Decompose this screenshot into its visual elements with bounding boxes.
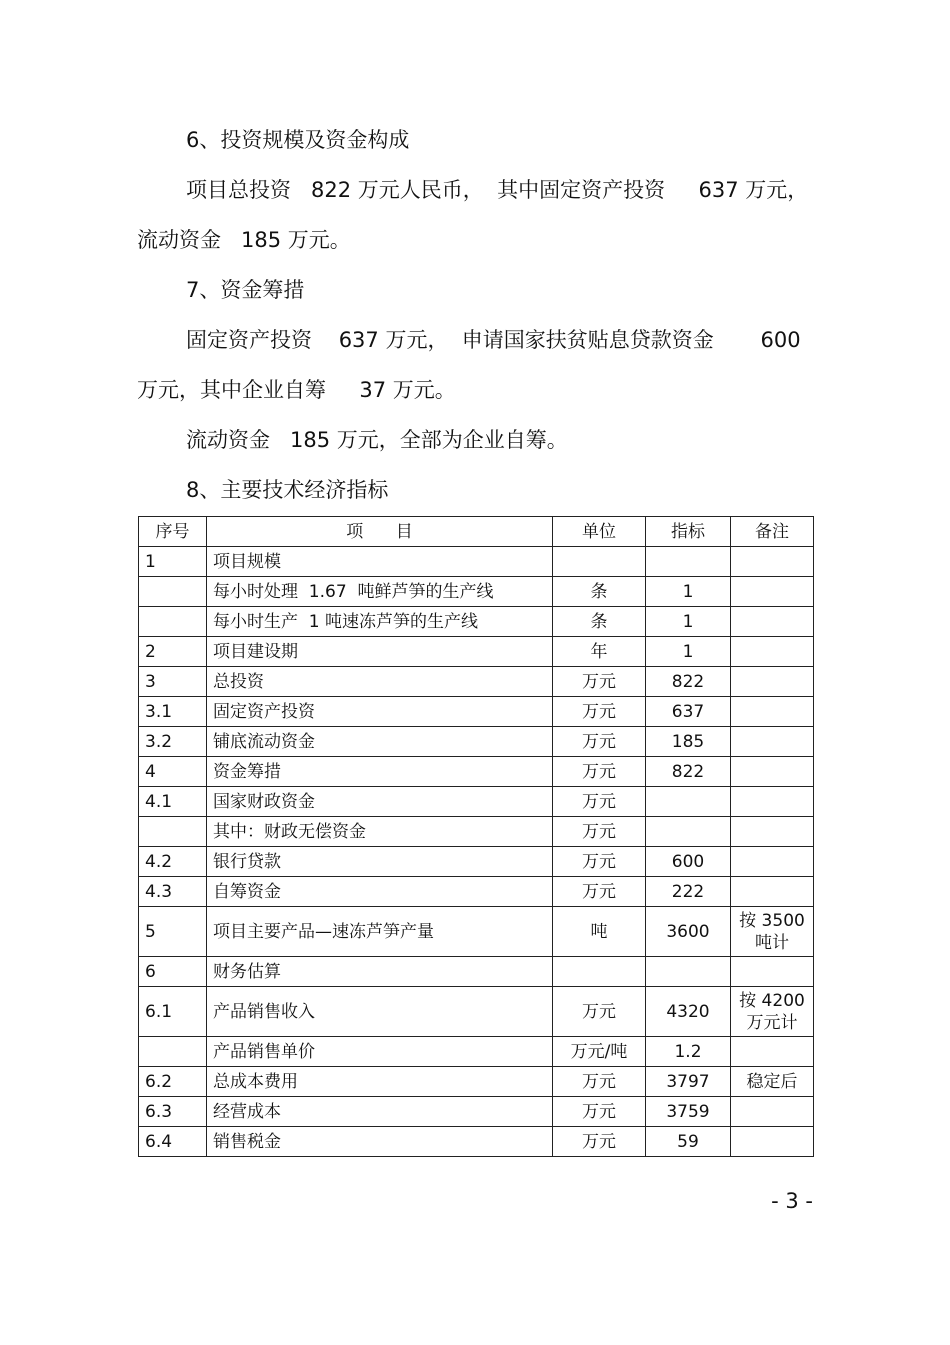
table-row <box>139 987 814 1037</box>
row-note <box>731 817 814 847</box>
row-item: 铺底流动资金 <box>207 727 553 757</box>
row-unit: 万元 <box>553 697 646 727</box>
row-note: 稳定后 <box>731 1067 814 1097</box>
row-note <box>731 957 814 987</box>
header-note: 备注 <box>731 517 814 547</box>
row-note <box>731 757 814 787</box>
row-note <box>731 847 814 877</box>
section-7-line-3: 流动资金 185 万元，全部为企业自筹。 <box>186 428 568 452</box>
section-6-line-1: 项目总投资 822 万元人民币， 其中固定资产投资 637 万元， <box>186 178 809 202</box>
table-row <box>139 877 814 907</box>
row-item: 项目主要产品—速冻芦笋产量 <box>207 907 553 957</box>
row-no: 4 <box>139 757 207 787</box>
row-item: 财务估算 <box>207 957 553 987</box>
row-no <box>139 1037 207 1067</box>
row-unit: 万元 <box>553 757 646 787</box>
row-no: 6 <box>139 957 207 987</box>
row-item: 产品销售收入 <box>207 987 553 1037</box>
row-unit <box>553 957 646 987</box>
row-unit: 条 <box>553 577 646 607</box>
header-no: 序号 <box>139 517 207 547</box>
row-no: 6.3 <box>139 1097 207 1127</box>
row-unit: 万元 <box>553 727 646 757</box>
row-value: 185 <box>646 727 731 757</box>
row-note-line-1: 按 4200 <box>739 990 805 1011</box>
table-row <box>139 1067 814 1097</box>
row-no: 3.1 <box>139 697 207 727</box>
header-value: 指标 <box>646 517 731 547</box>
row-value: 1 <box>646 577 731 607</box>
table-row <box>139 1097 814 1127</box>
row-no <box>139 577 207 607</box>
row-value: 4320 <box>646 987 731 1037</box>
row-unit: 条 <box>553 607 646 637</box>
row-unit: 万元 <box>553 787 646 817</box>
row-value: 822 <box>646 667 731 697</box>
row-item: 每小时生产 1 吨速冻芦笋的生产线 <box>207 607 553 637</box>
row-no: 4.1 <box>139 787 207 817</box>
row-note <box>731 1097 814 1127</box>
row-no: 6.1 <box>139 987 207 1037</box>
row-no: 4.2 <box>139 847 207 877</box>
row-note <box>731 727 814 757</box>
row-item: 产品销售单价 <box>207 1037 553 1067</box>
row-note-line-1: 按 3500 <box>739 910 805 931</box>
row-value: 600 <box>646 847 731 877</box>
row-note <box>731 877 814 907</box>
row-unit: 万元 <box>553 877 646 907</box>
row-value: 3600 <box>646 907 731 957</box>
row-unit: 年 <box>553 637 646 667</box>
row-note <box>731 907 814 957</box>
table-row <box>139 817 814 847</box>
row-item: 资金筹措 <box>207 757 553 787</box>
section-7-heading: 7、资金筹措 <box>186 278 305 302</box>
table-row <box>139 847 814 877</box>
header-item: 项 目 <box>207 517 553 547</box>
header-unit: 单位 <box>553 517 646 547</box>
section-6-heading: 6、投资规模及资金构成 <box>186 128 410 152</box>
row-note <box>731 637 814 667</box>
table-header-row <box>139 517 814 547</box>
row-no: 4.3 <box>139 877 207 907</box>
row-value: 1 <box>646 637 731 667</box>
table-row <box>139 907 814 957</box>
table-row <box>139 787 814 817</box>
row-note <box>731 667 814 697</box>
row-value: 222 <box>646 877 731 907</box>
row-unit: 万元 <box>553 1097 646 1127</box>
row-no: 3.2 <box>139 727 207 757</box>
row-item: 每小时处理 1.67 吨鲜芦笋的生产线 <box>207 577 553 607</box>
row-item: 项目建设期 <box>207 637 553 667</box>
row-unit: 万元 <box>553 667 646 697</box>
row-unit: 吨 <box>553 907 646 957</box>
row-no: 6.2 <box>139 1067 207 1097</box>
row-unit: 万元 <box>553 817 646 847</box>
row-unit: 万元/吨 <box>553 1037 646 1067</box>
row-unit: 万元 <box>553 847 646 877</box>
row-unit: 万元 <box>553 1067 646 1097</box>
row-value <box>646 957 731 987</box>
section-7-line-1: 固定资产投资 637 万元， 申请国家扶贫贴息贷款资金 600 <box>186 328 801 352</box>
row-item: 固定资产投资 <box>207 697 553 727</box>
row-item: 销售税金 <box>207 1127 553 1157</box>
row-value: 3759 <box>646 1097 731 1127</box>
row-note-line-2: 万元计 <box>746 1012 798 1033</box>
section-8-heading: 8、主要技术经济指标 <box>186 478 389 502</box>
row-note <box>731 577 814 607</box>
row-value: 1.2 <box>646 1037 731 1067</box>
row-note-line-2: 吨计 <box>755 932 789 953</box>
row-no <box>139 817 207 847</box>
row-no: 3 <box>139 667 207 697</box>
row-value <box>646 787 731 817</box>
table-row <box>139 957 814 987</box>
row-value <box>646 817 731 847</box>
row-item: 项目规模 <box>207 547 553 577</box>
row-item: 银行贷款 <box>207 847 553 877</box>
table-row <box>139 607 814 637</box>
row-value: 822 <box>646 757 731 787</box>
table-row <box>139 1037 814 1067</box>
row-note <box>731 1037 814 1067</box>
row-note <box>731 607 814 637</box>
table-row <box>139 547 814 577</box>
row-unit: 万元 <box>553 1127 646 1157</box>
table-row <box>139 757 814 787</box>
row-item: 经营成本 <box>207 1097 553 1127</box>
row-value: 637 <box>646 697 731 727</box>
row-item: 国家财政资金 <box>207 787 553 817</box>
table-row <box>139 727 814 757</box>
row-value: 59 <box>646 1127 731 1157</box>
row-item: 总投资 <box>207 667 553 697</box>
row-unit <box>553 547 646 577</box>
row-note <box>731 1127 814 1157</box>
table-row <box>139 637 814 667</box>
row-no <box>139 607 207 637</box>
page-number: - 3 - <box>771 1189 813 1213</box>
row-note <box>731 787 814 817</box>
row-value: 3797 <box>646 1067 731 1097</box>
row-no: 5 <box>139 907 207 957</box>
row-no: 2 <box>139 637 207 667</box>
row-no: 1 <box>139 547 207 577</box>
row-value: 1 <box>646 607 731 637</box>
row-note <box>731 697 814 727</box>
row-note <box>731 987 814 1037</box>
technical-economic-indicators-table <box>138 516 814 1157</box>
row-item: 总成本费用 <box>207 1067 553 1097</box>
table-row <box>139 697 814 727</box>
table-row <box>139 1127 814 1157</box>
row-note <box>731 547 814 577</box>
row-unit: 万元 <box>553 987 646 1037</box>
row-item: 其中：财政无偿资金 <box>207 817 553 847</box>
table-row <box>139 667 814 697</box>
section-6-line-2: 流动资金 185 万元。 <box>137 228 351 252</box>
row-value <box>646 547 731 577</box>
section-7-line-2: 万元，其中企业自筹 37 万元。 <box>137 378 456 402</box>
row-no: 6.4 <box>139 1127 207 1157</box>
table-row <box>139 577 814 607</box>
row-item: 自筹资金 <box>207 877 553 907</box>
